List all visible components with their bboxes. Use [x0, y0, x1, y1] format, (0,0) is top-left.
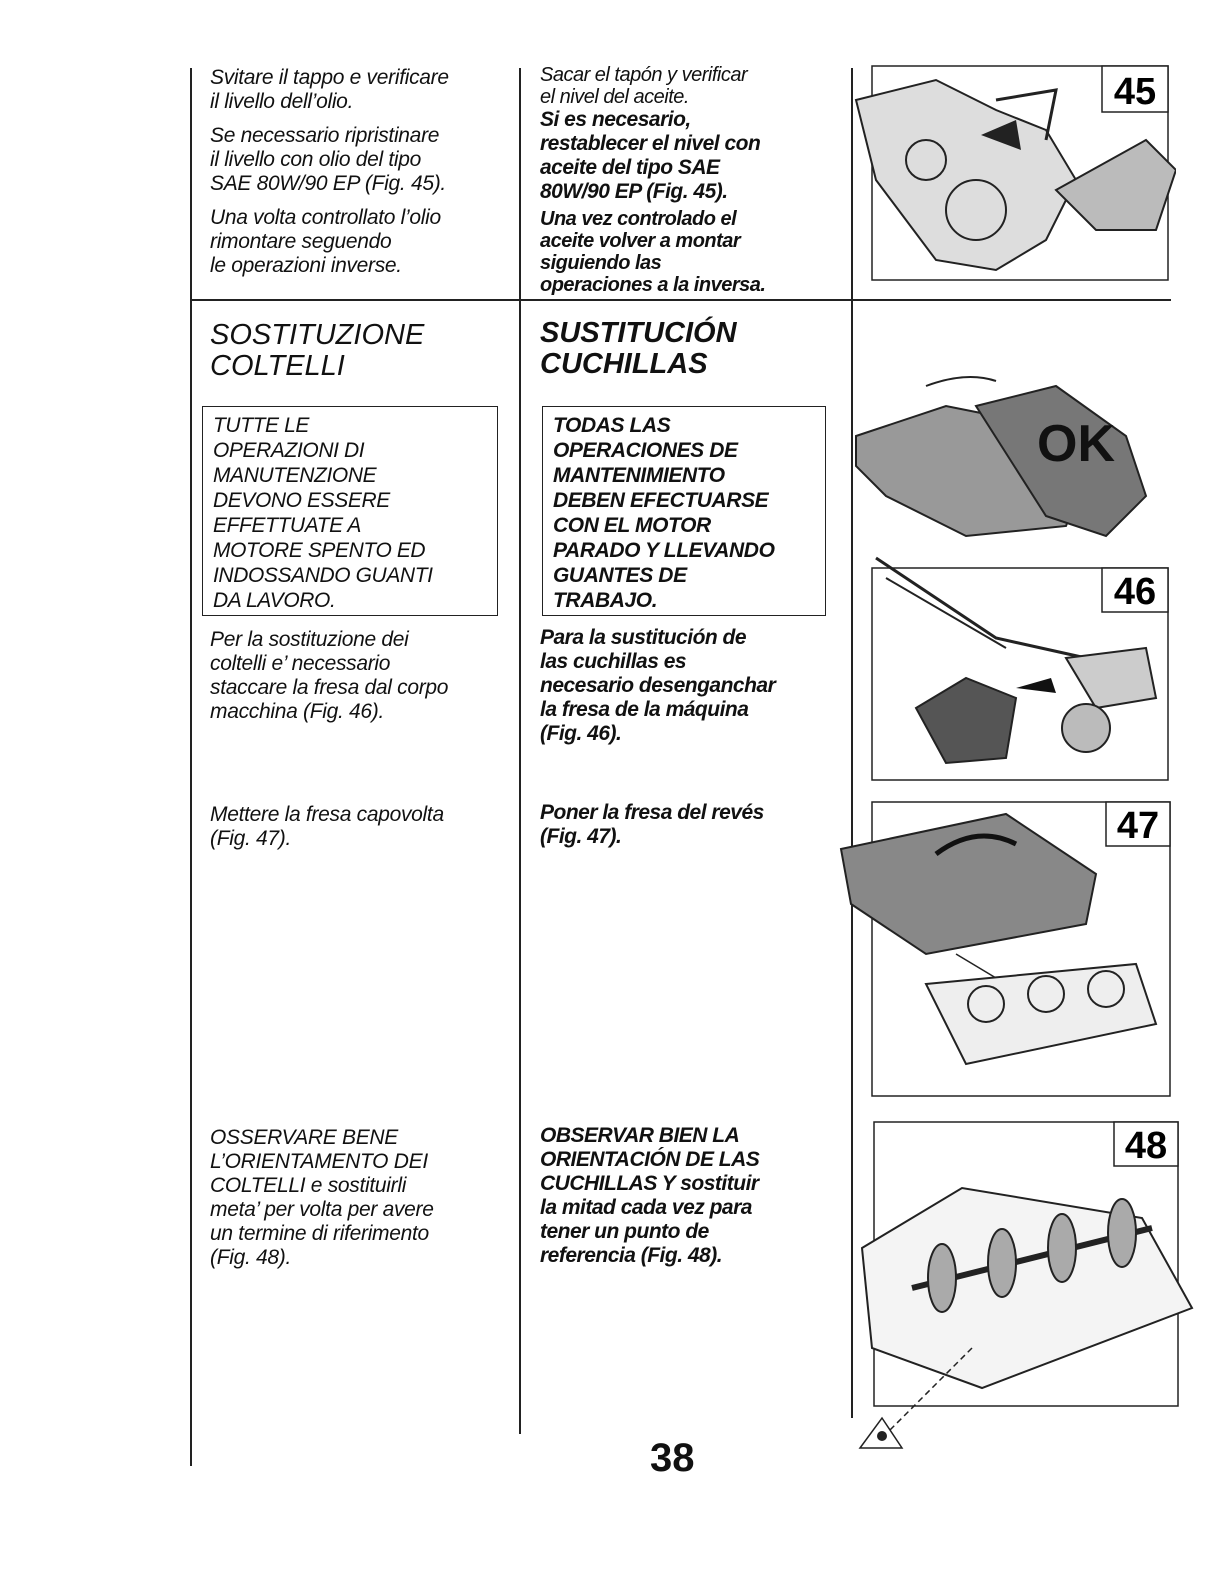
- figure-46-number: 46: [1113, 571, 1157, 613]
- es-orientation: OBSERVAR BIEN LA ORIENTACIÓN DE LAS CUCHILLAS Y sostituir la mitad cada vez para tener un punto de referencia (Fig. 48).: [540, 1124, 760, 1267]
- ok-label: OK: [1037, 415, 1115, 473]
- section-divider: [190, 299, 1171, 301]
- figure-46-detach-tiller-illustration: [866, 548, 1176, 788]
- spanish-oil-check-c: Una vez controlado el aceite volver a montar siguiendo las operaciones a la inversa.: [540, 208, 766, 296]
- italian-oil-check: [210, 66, 510, 288]
- spanish-oil-check-b: Si es necesario, restablecer el nivel con aceite del tipo SAE 80W/90 EP (Fig. 45).: [540, 108, 761, 203]
- it-flip-tiller: Mettere la fresa capovolta (Fig. 47).: [210, 803, 444, 850]
- es-flip-tiller: Poner la fresa del revés (Fig. 47).: [540, 801, 764, 848]
- figure-47-number: 47: [1116, 805, 1160, 847]
- figure-47-flip-tiller-illustration: [836, 794, 1176, 1104]
- page-number: 38: [650, 1436, 695, 1480]
- it-orientation: OSSERVARE BENE L’ORIENTAMENTO DEI COLTELLI e sostituirli meta’ per volta per avere un termine di riferimento (Fig. 48).: [210, 1126, 434, 1269]
- it-warning-box: TUTTE LE OPERAZIONI DI MANUTENZIONE DEVONO ESSERE EFFETTUATE A MOTORE SPENTO ED INDOSSANDO GUANTI DA LAVORO.: [202, 406, 498, 616]
- left-margin-rule: [190, 68, 192, 1466]
- es-remove-tiller: Para la sustitución de las cuchillas es necesario desenganchar la fresa de la máquina (Fig. 46).: [540, 626, 776, 745]
- it-oil-step-3: Una volta controllato l’olio rimontare seguendo le operazioni inverse.: [210, 206, 441, 277]
- it-oil-step-2: Se necessario ripristinare il livello con olio del tipo SAE 80W/90 EP (Fig. 45).: [210, 124, 446, 195]
- it-remove-tiller: Per la sostituzione dei coltelli e’ necessario staccare la fresa dal corpo macchina (Fig. 46).: [210, 628, 449, 723]
- spanish-oil-check-a: Sacar el tapón y verificar el nivel del aceite.: [540, 64, 748, 108]
- gloves-ok-illustration: [826, 366, 1186, 556]
- es-section-title: SUSTITUCIÓN CUCHILLAS: [540, 317, 737, 380]
- figure-48-number: 48: [1124, 1125, 1168, 1167]
- it-section-title: SOSTITUZIONE COLTELLI: [210, 319, 425, 382]
- figure-45-oil-check-illustration: [846, 60, 1176, 290]
- es-warning-box: TODAS LAS OPERACIONES DE MANTENIMIENTO DEBEN EFECTUARSE CON EL MOTOR PARADO Y LLEVANDO GUANTES DE TRABAJO.: [542, 406, 826, 616]
- it-oil-step-1: Svitare il tappo e verificare il livello dell’olio.: [210, 66, 449, 113]
- middle-column-rule: [519, 68, 521, 1434]
- figure-45-number: 45: [1113, 71, 1157, 113]
- figure-48-blade-orientation-illustration: [852, 1118, 1202, 1458]
